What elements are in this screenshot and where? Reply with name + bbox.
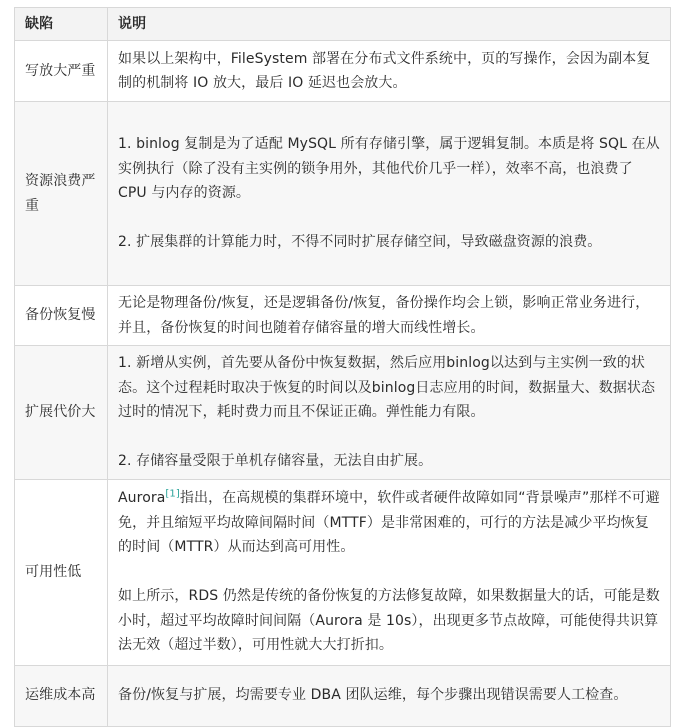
description-cell xyxy=(108,286,671,346)
table-row xyxy=(15,346,671,480)
description-paragraph: 2. 扩展集群的计算能力时，不得不同时扩展存储空间，导致磁盘资源的浪费。 xyxy=(118,234,602,251)
table-row xyxy=(15,41,671,102)
description-paragraph: 1. 新增从实例，首先要从备份中恢复数据，然后应用binlog以达到与主实例一致的状态。这个过程耗时取决于恢复的时间以及binlog日志应用的时间，数据量大、数据状态过时的情况下，耗时费力而且不保证正确。弹性能力有限。 xyxy=(118,355,656,420)
table-header-row xyxy=(15,8,671,41)
description-paragraph: 备份/恢复与扩展，均需要专业 DBA 团队运维，每个步骤出现错误需要人工检查。 xyxy=(118,687,628,704)
defects-table-container xyxy=(14,7,670,727)
description-paragraph xyxy=(118,486,660,560)
table-row xyxy=(15,479,671,665)
defect-cell: 资源浪费严重 xyxy=(15,102,108,286)
defect-cell: 写放大严重 xyxy=(15,41,108,102)
description-cell xyxy=(108,479,671,665)
description-cell xyxy=(108,41,671,102)
description-paragraph: 1. binlog 复制是为了适配 MySQL 所有存储引擎，属于逻辑复制。本质是将 SQL 在从实例执行（除了没有主实例的锁争用外，其他代价几乎一样），效率不高，也浪费了 CPU 与内存的资源。 xyxy=(118,136,660,202)
defect-cell: 可用性低 xyxy=(15,479,108,665)
defects-table xyxy=(14,7,671,727)
description-cell xyxy=(108,102,671,286)
description-cell xyxy=(108,346,671,480)
aurora-term: Aurora xyxy=(118,490,166,507)
table-row xyxy=(15,286,671,346)
header-description: 说明 xyxy=(108,8,671,41)
header-defect: 缺陷 xyxy=(15,8,108,41)
description-paragraph: 2. 存储容量受限于单机存储容量，无法自由扩展。 xyxy=(118,453,433,469)
description-paragraph: 如果以上架构中，FileSystem 部署在分布式文件系统中，页的写操作，会因为副本复制的机制将 IO 放大，最后 IO 延迟也会放大。 xyxy=(118,50,651,91)
description-paragraph: 如上所示，RDS 仍然是传统的备份恢复的方法修复故障，如果数据量大的话，可能是数小时，超过平均故障时间间隔（Aurora 是 10s），出现更多节点故障，可能使得共识算法无效（超过半数），可用性就大大打折扣。 xyxy=(118,588,660,654)
table-row xyxy=(15,102,671,286)
citation-link[interactable]: [1] xyxy=(165,488,180,500)
description-paragraph: 无论是物理备份/恢复，还是逻辑备份/恢复，备份操作均会上锁，影响正常业务进行，并且，备份恢复的时间也随着存储容量的增大而线性增长。 xyxy=(118,295,650,336)
description-text: 指出，在高规模的集群环境中，软件或者硬件故障如同“背景噪声”那样不可避免，并且缩短平均故障间隔时间（MTTF）是非常困难的，可行的方法是减少平均恢复的时间（MTTR）从而达到高可用性。 xyxy=(118,490,660,556)
defect-cell: 运维成本高 xyxy=(15,665,108,726)
defect-cell: 备份恢复慢 xyxy=(15,286,108,346)
defect-cell: 扩展代价大 xyxy=(15,346,108,480)
